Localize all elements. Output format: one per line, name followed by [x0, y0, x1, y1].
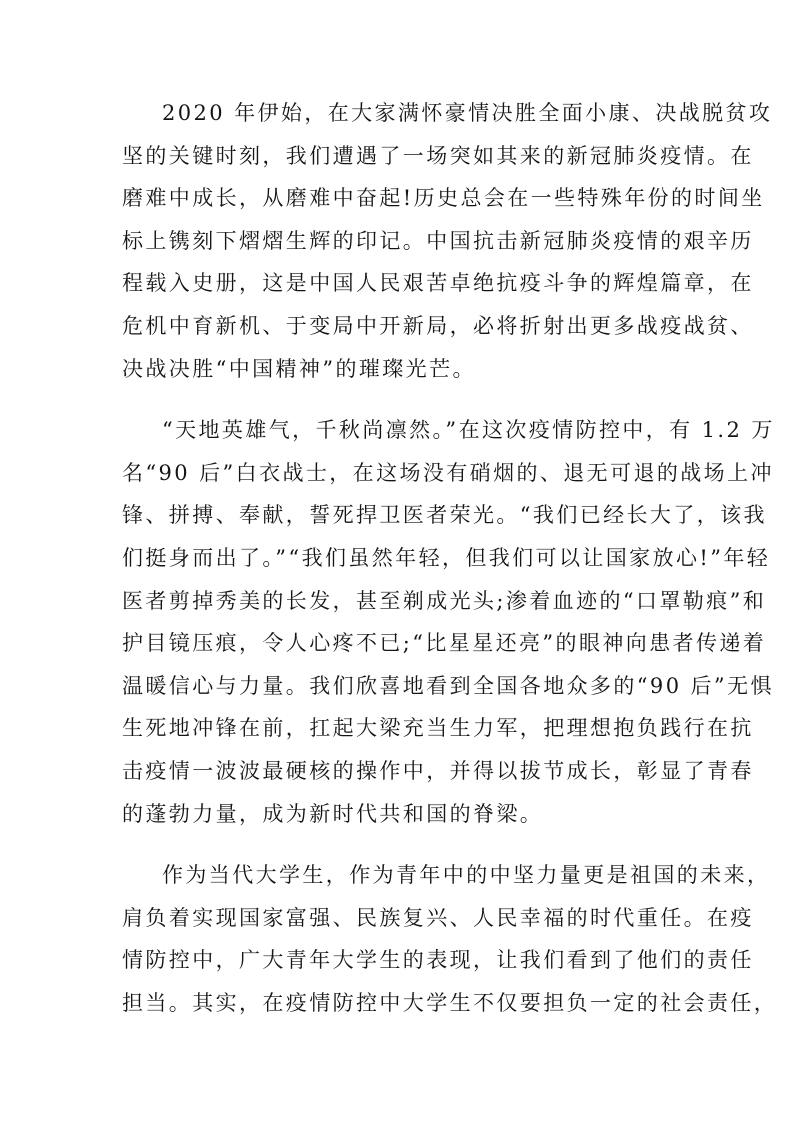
text-line: 决战决胜“中国精神”的璀璨光芒。	[122, 356, 476, 381]
text-line: 温暖信心与力量。我们欣喜地看到全国各地众多的“90 后”无惧	[122, 673, 774, 698]
text-line: 程载入史册，这是中国人民艰苦卓绝抗疫斗争的辉煌篇章，在	[122, 271, 754, 296]
text-line: 标上镌刻下熠熠生辉的印记。中国抗击新冠肺炎疫情的艰辛历	[122, 228, 754, 253]
paragraph-1	[122, 92, 773, 390]
document-page	[122, 92, 778, 1043]
text-line: 击疫情一波波最硬核的操作中，并得以拔节成长，彰显了青春	[122, 758, 754, 783]
text-line: 的蓬勃力量，成为新时代共和国的脊梁。	[122, 801, 544, 826]
text-line: 情防控中，广大青年大学生的表现，让我们看到了他们的责任	[122, 948, 754, 973]
text-line: 生死地冲锋在前，扛起大梁充当生力军，把理想抱负践行在抗	[122, 716, 754, 741]
paragraph-2	[122, 409, 775, 835]
text-line: 2020 年伊始，在大家满怀豪情决胜全面小康、决战脱贫攻	[162, 101, 773, 125]
text-line: 作为当代大学生，作为青年中的中坚力量更是祖国的未来，	[162, 863, 771, 888]
text-line: 担当。其实，在疫情防控中大学生不仅要担负一定的社会责任，	[122, 990, 778, 1015]
text-line: “天地英雄气，千秋尚凛然。”在这次疫情防控中，有 1.2 万	[162, 418, 775, 443]
text-line: 护目镜压痕，令人心疼不已;“比星星还亮”的眼神向患者传递着	[122, 631, 767, 656]
text-line: 锋、拼搏、奉献，誓死捍卫医者荣光。“我们已经长大了，该我	[122, 503, 767, 528]
text-line: 医者剪掉秀美的长发，甚至剃成光头;渗着血迹的“口罩勒痕”和	[122, 588, 767, 613]
text-line: 磨难中成长，从磨难中奋起!历史总会在一些特殊年份的时间坐	[122, 186, 765, 211]
text-line: 危机中育新机、于变局中开新局，必将折射出更多战疫战贫、	[122, 313, 754, 338]
text-line: 肩负着实现国家富强、民族复兴、人民幸福的时代重任。在疫	[122, 905, 754, 930]
paragraph-3	[122, 854, 778, 1024]
text-line: 们挺身而出了。”“我们虽然年轻，但我们可以让国家放心!”年轻	[122, 545, 771, 570]
text-line: 坚的关键时刻，我们遭遇了一场突如其来的新冠肺炎疫情。在	[122, 143, 754, 168]
text-line: 名“90 后”白衣战士，在这场没有硝烟的、退无可退的战场上冲	[122, 460, 774, 485]
